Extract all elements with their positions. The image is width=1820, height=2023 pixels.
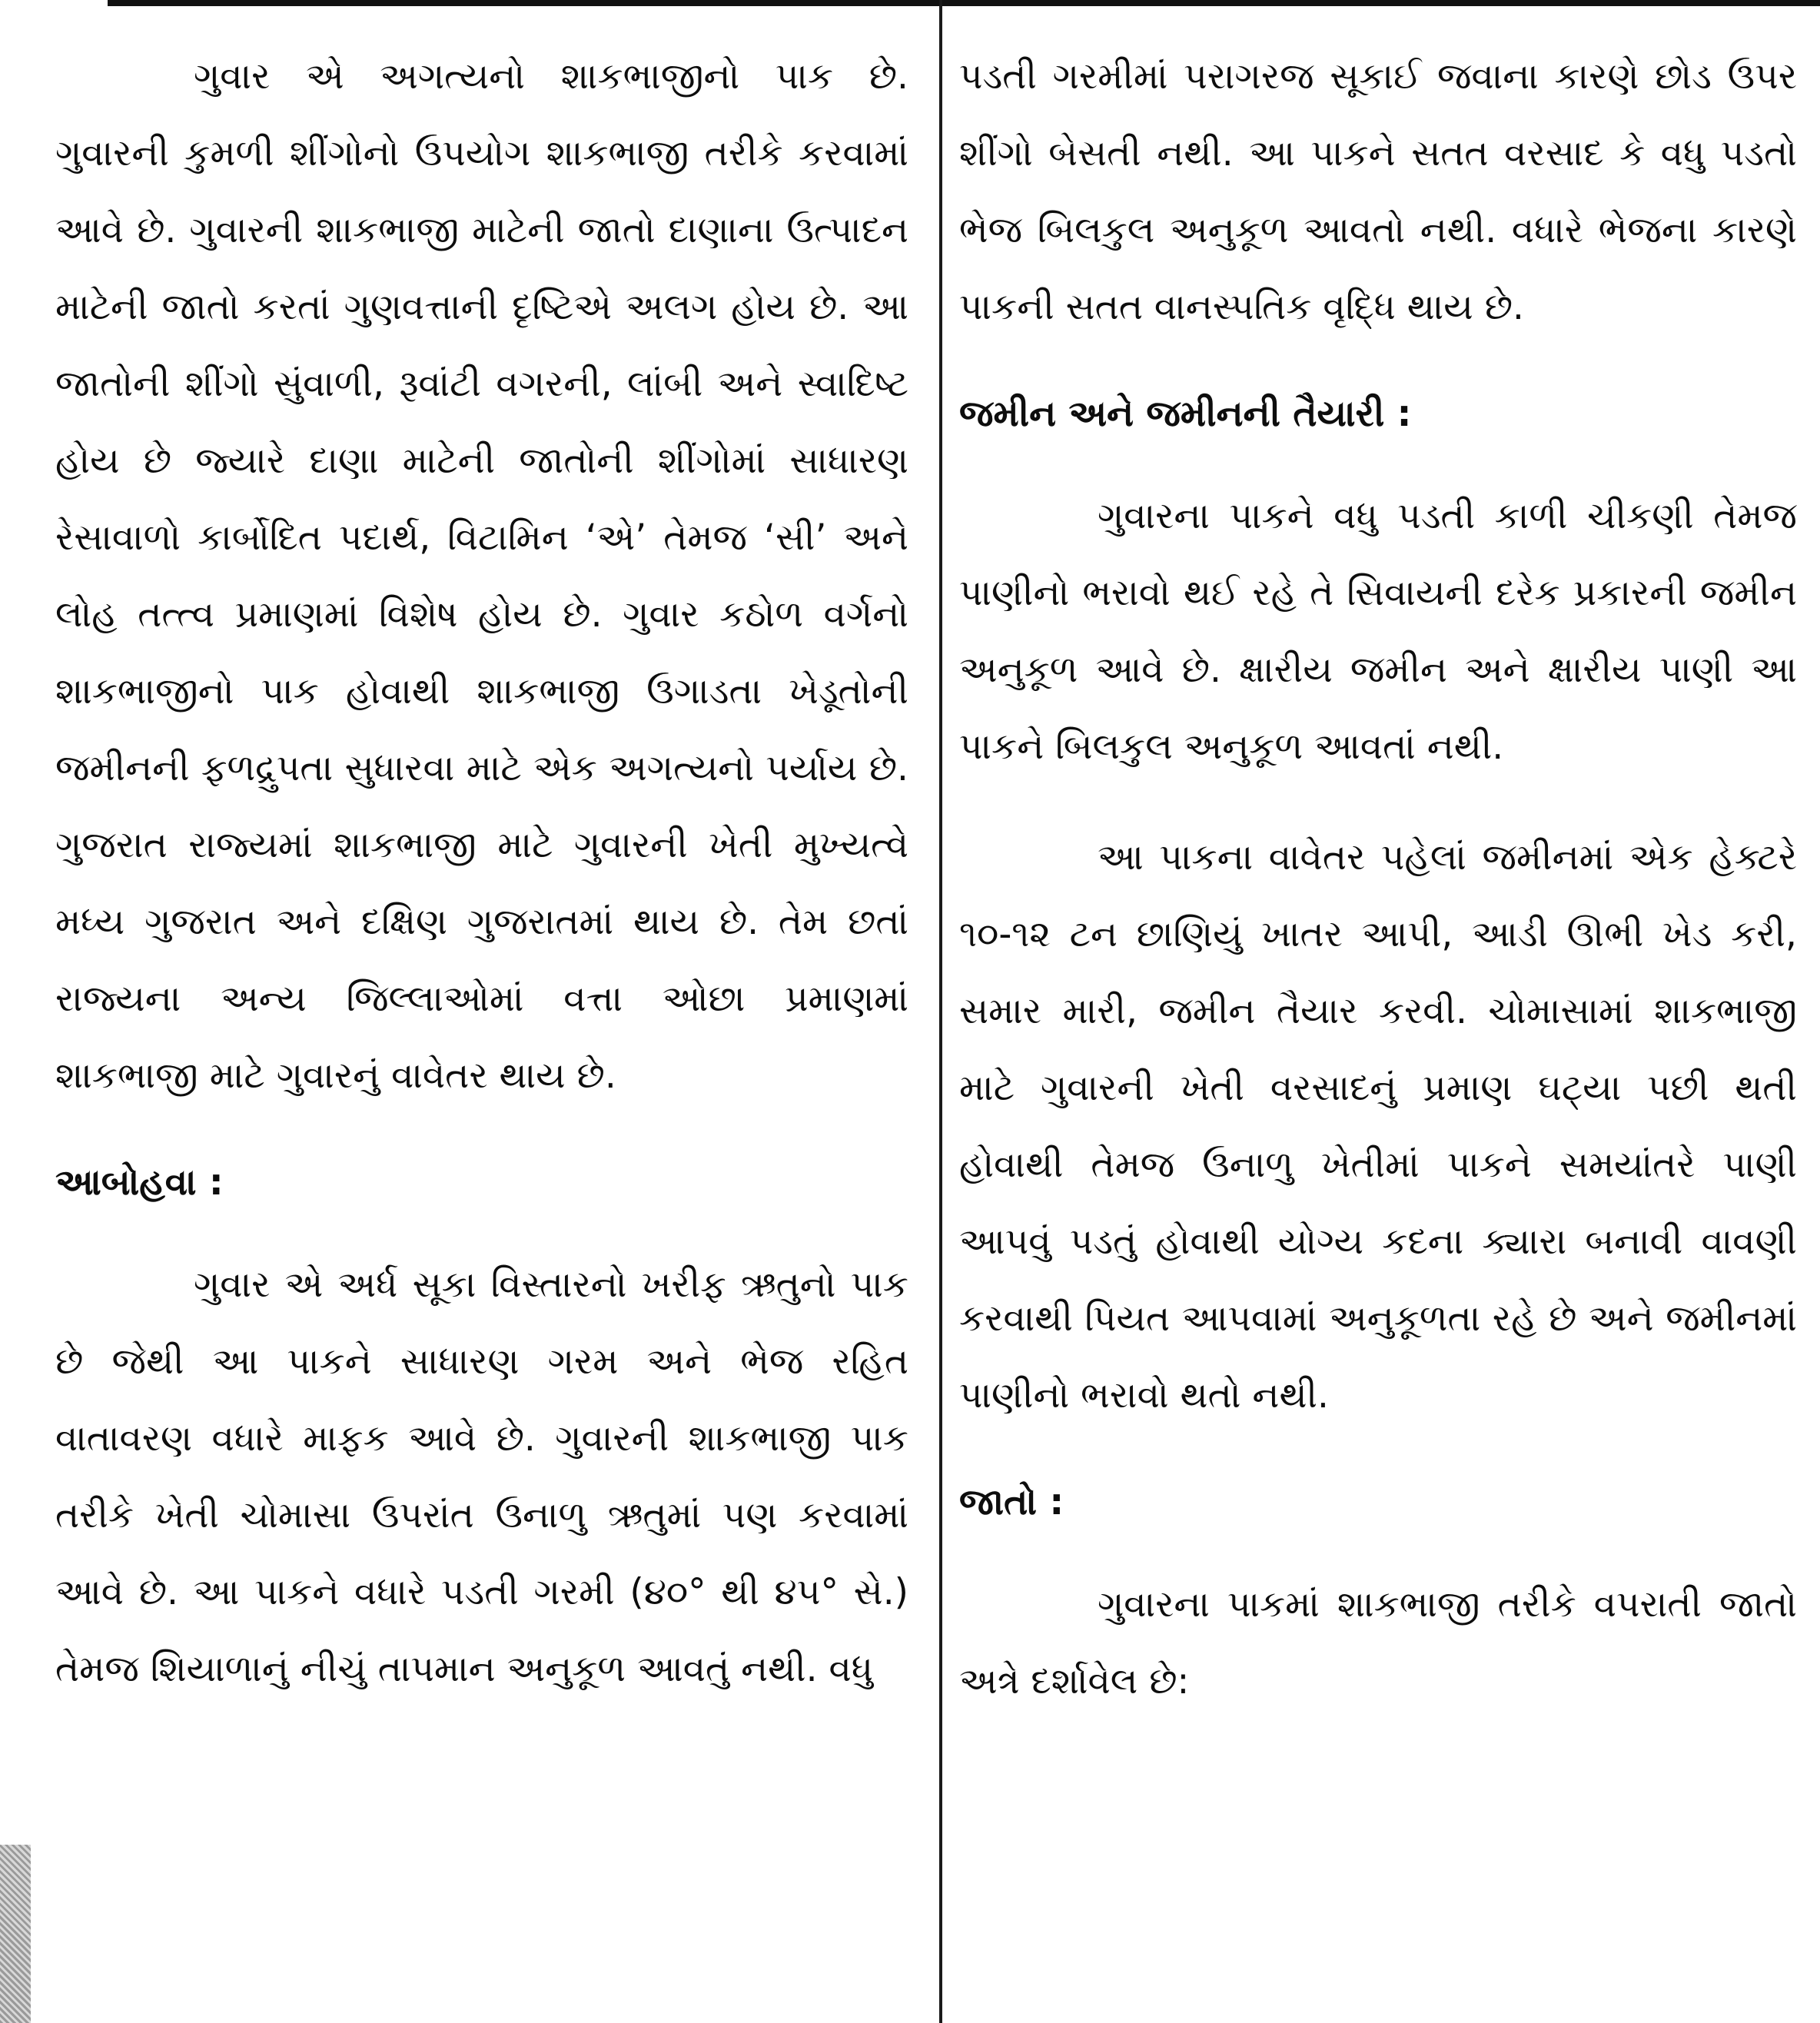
right-column	[959, 38, 1797, 1754]
climate-paragraph: ગુવાર એ અર્ધ સૂકા વિસ્તારનો ખરીફ ઋતુનો પાક છે જેથી આ પાકને સાધારણ ગરમ અને ભેજ રહિત વાતાવરણ વધારે માફક આવે છે. ગુવારની શાકભાજી પાક તરીકે ખેતી ચોમાસા ઉપરાંત ઉનાળુ ઋતુમાં પણ કરવામાં આવે છે. આ પાકને વધારે પડતી ગરમી (૪૦° થી ૪૫° સે.) તેમજ શિયાળાનું નીચું તાપમાન અનુકૂળ આવતું નથી. વધુ	[55, 1264, 908, 1690]
intro-paragraph: ગુવાર એ અગત્યનો શાકભાજીનો પાક છે. ગુવારની કુમળી શીંગોનો ઉપયોગ શાકભાજી તરીકે કરવામાં આવે છે. ગુવારની શાકભાજી માટેની જાતો દાણાના ઉત્પાદન માટેની જાતો કરતાં ગુણવત્તાની દૃષ્ટિએ અલગ હોય છે. આ જાતોની શીંગો સુંવાળી, રૂવાંટી વગરની, લાંબી અને સ્વાદિષ્ટ હોય છે જ્યારે દાણા માટેની જાતોની શીંગોમાં સાધારણ રેસાવાળો કાર્બોદિત પદાર્થ, વિટામિન ‘એ’ તેમજ ‘સી’ અને લોહ તત્ત્વ પ્રમાણમાં વિશેષ હોય છે. ગુવાર કઠોળ વર્ગનો શાકભાજીનો પાક હોવાથી શાકભાજી ઉગાડતા ખેડૂતોની જમીનની ફળદ્રુપતા સુધારવા માટે એક અગત્યનો પર્યાય છે. ગુજરાત રાજ્યમાં શાકભાજી માટે ગુવારની ખેતી મુખ્યત્વે મધ્ય ગુજરાત અને દક્ષિણ ગુજરાતમાં થાય છે. તેમ છતાં રાજ્યના અન્ય જિલ્લાઓમાં વત્તા ઓછા પ્રમાણમાં શાકભાજી માટે ગુવારનું વાવેતર થાય છે.	[55, 55, 908, 1097]
land-paragraph-2: આ પાકના વાવેતર પહેલાં જમીનમાં એક હેક્ટરે ૧૦-૧૨ ટન છાણિયું ખાતર આપી, આડી ઊભી ખેડ કરી, સમાર મારી, જમીન તૈયાર કરવી. ચોમાસામાં શાકભાજી માટે ગુવારની ખેતી વરસાદનું પ્રમાણ ઘટ્યા પછી થતી હોવાથી તેમજ ઉનાળુ ખેતીમાં પાકને સમયાંતરે પાણી આપવું પડતું હોવાથી યોગ્ય કદના ક્યારા બનાવી વાવણી કરવાથી પિયત આપવામાં અનુકૂળતા રહે છે અને જમીનમાં પાણીનો ભરાવો થતો નથી.	[959, 836, 1797, 1417]
climate-heading: આબોહવા :	[55, 1161, 224, 1204]
column-divider	[939, 0, 942, 2023]
varieties-heading: જાતો :	[959, 1481, 1064, 1523]
top-rule	[108, 0, 1820, 6]
left-column	[55, 38, 908, 1742]
climate-continued-paragraph: પડતી ગરમીમાં પરાગરજ સૂકાઈ જવાના કારણે છોડ ઉપર શીંગો બેસતી નથી. આ પાકને સતત વરસાદ કે વધુ પડતો ભેજ બિલકુલ અનુકૂળ આવતો નથી. વધારે ભેજના કારણે પાકની સતત વાનસ્પતિક વૃદ્ધિ થાય છે.	[959, 55, 1797, 328]
land-preparation-heading: જમીન અને જમીનની તૈયારી :	[959, 393, 1412, 435]
scan-edge-shading	[0, 1845, 31, 2023]
land-paragraph-1: ગુવારના પાકને વધુ પડતી કાળી ચીકણી તેમજ પાણીનો ભરાવો થઈ રહે તે સિવાયની દરેક પ્રકારની જમીન અનુકૂળ આવે છે. ક્ષારીય જમીન અને ક્ષારીય પાણી આ પાકને બિલકુલ અનુકૂળ આવતાં નથી.	[959, 495, 1797, 768]
varieties-paragraph: ગુવારના પાકમાં શાકભાજી તરીકે વપરાતી જાતો અત્રે દર્શાવેલ છે:	[959, 1583, 1797, 1702]
